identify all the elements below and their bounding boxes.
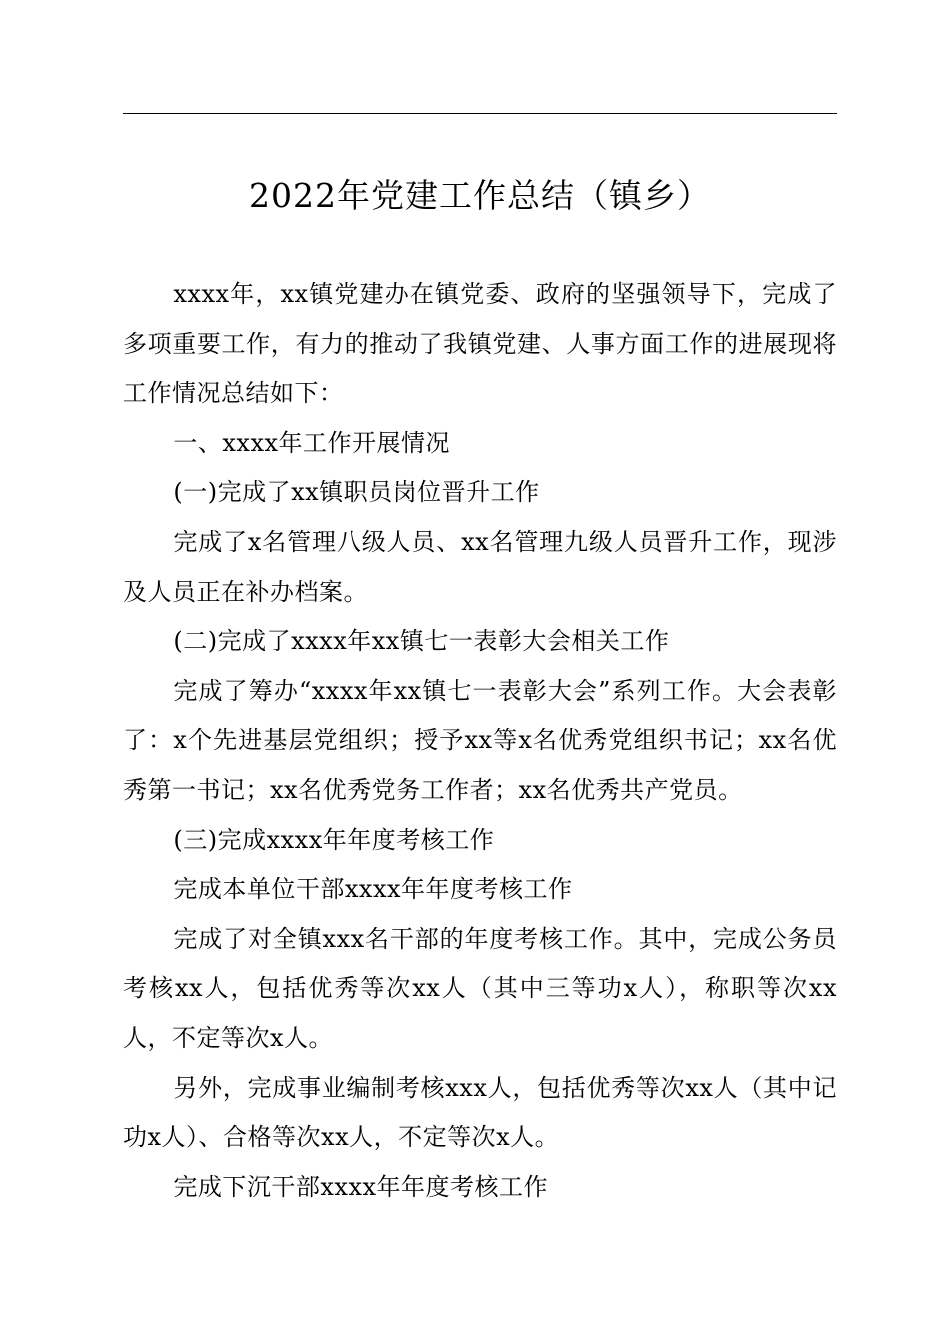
intro-paragraph: xxxx年，xx镇党建办在镇党委、政府的坚强领导下，完成了多项重要工作，有力的推动了我镇党建、人事方面工作的进展现将工作情况总结如下： [123,280,837,408]
document-body [123,270,837,1212]
body-paragraph: 完成了x名管理八级人员、xx名管理九级人员晋升工作，现涉及人员正在补办档案。 [123,527,837,606]
header-rule [123,113,837,114]
subsection-heading-2: (二)完成了xxxx年xx镇七一表彰大会相关工作 [173,627,670,656]
body-paragraph: 完成了筹办“xxxx年xx镇七一表彰大会”系列工作。大会表彰了：x个先进基层党组织；授予xx等x名优秀党组织书记；xx名优秀第一书记；xx名优秀党务工作者；xx名优秀共产党员。 [123,676,837,804]
body-paragraph: 完成了对全镇xxx名干部的年度考核工作。其中，完成公务员考核xx人，包括优秀等次xx人（其中三等功x人），称职等次xx人，不定等次x人。 [123,924,837,1052]
subsection-heading-1: (一)完成了xx镇职员岗位晋升工作 [173,478,540,507]
body-paragraph: 另外，完成事业编制考核xxx人，包括优秀等次xx人（其中记功x人）、合格等次xx人，不定等次x人。 [123,1073,837,1152]
subsection-heading-3: (三)完成xxxx年年度考核工作 [173,825,495,854]
document-title: 2022年党建工作总结（镇乡） [249,176,711,215]
body-paragraph: 完成本单位干部xxxx年年度考核工作 [173,875,573,904]
body-paragraph: 完成下沉干部xxxx年年度考核工作 [173,1172,549,1201]
section-heading-1: 一、xxxx年工作开展情况 [173,428,451,457]
